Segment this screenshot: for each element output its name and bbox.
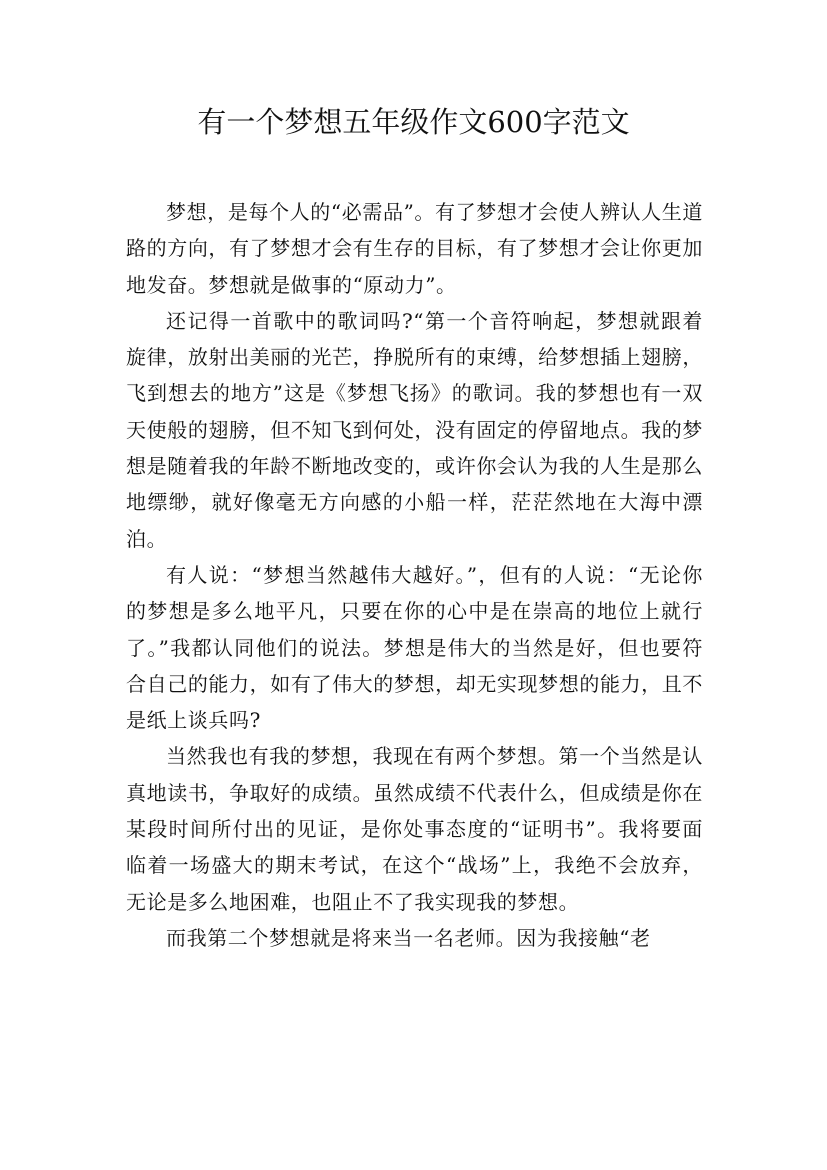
paragraph-4: 当然我也有我的梦想，我现在有两个梦想。第一个当然是认真地读书，争取好的成绩。虽然成绩不代表什么，但成绩是你在某段时间所付出的见证，是你处事态度的“证明书”。我将要面临着一场盛大的期末考试，在这个“战场”上，我绝不会放弃，无论是多么地困难，也阻止不了我实现我的梦想。 (126, 744, 703, 914)
paragraph-3: 有人说：“梦想当然越伟大越好。”，但有的人说：“无论你的梦想是多么地平凡，只要在你的心中是在崇高的地位上就行了。”我都认同他们的说法。梦想是伟大的当然是好，但也要符合自己的能力，如有了伟大的梦想，却无实现梦想的能力，且不是纸上谈兵吗? (126, 562, 703, 733)
paragraph-5: 而我第二个梦想就是将来当一名老师。因为我接触“老 (166, 925, 651, 950)
paragraph-1: 梦想，是每个人的“必需品”。有了梦想才会使人辨认人生道路的方向，有了梦想才会有生存的目标，有了梦想才会让你更加地发奋。梦想就是做事的“原动力”。 (126, 200, 703, 297)
document-title: 有一个梦想五年级作文600字范文 (197, 105, 630, 139)
document-body (126, 194, 703, 956)
paragraph-2: 还记得一首歌中的歌词吗?“第一个音符响起，梦想就跟着旋律，放射出美丽的光芒，挣脱所有的束缚，给梦想插上翅膀，飞到想去的地方”这是《梦想飞扬》的歌词。我的梦想也有一双天使般的翅膀，但不知飞到何处，没有固定的停留地点。我的梦想是随着我的年龄不断地改变的，或许你会认为我的人生是那么地缥缈，就好像毫无方向感的小船一样，茫茫然地在大海中漂泊。 (126, 308, 703, 551)
